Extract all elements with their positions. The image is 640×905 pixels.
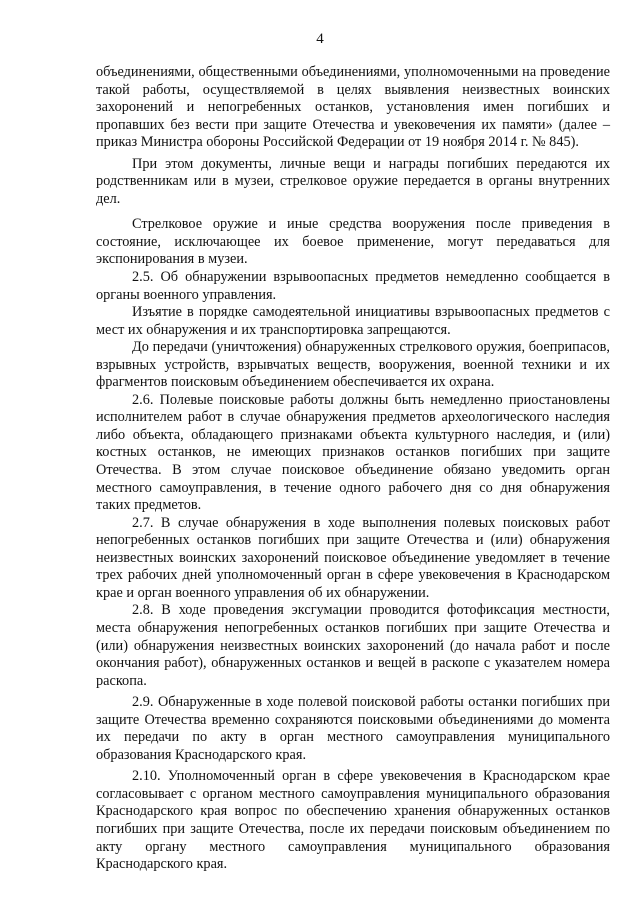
document-body (96, 64, 610, 874)
paragraph-2-9: 2.9. Обнаруженные в ходе полевой поисковой работы останки погибших при защите Отечества временно сохраняются поисковыми объединениями до момента их передачи по акту в орган местного самоуправления муниципального образования Краснодарского края. (96, 694, 610, 763)
paragraph-2-7: 2.7. В случае обнаружения в ходе выполнения полевых поисковых работ непогребенных останков погибших при защите Отечества и (или) обнаружения неизвестных воинских захоронений поисковое объединение уведомляет в течение трех рабочих дней уполномоченный орган в сфере увековечения в Краснодарском крае и орган военного управления об их обнаружении. (96, 514, 610, 601)
page-number: 4 (316, 31, 324, 47)
paragraph-2-5: 2.5. Об обнаружении взрывоопасных предметов немедленно сообщается в органы военного управления. (96, 269, 610, 303)
paragraph-2-10: 2.10. Уполномоченный орган в сфере увековечения в Краснодарском крае согласовывает с органом местного самоуправления муниципального образования Краснодарского края вопрос по обеспечению хранения обнаруженных останков погибших при защите Отечества, после их передачи поисковым объединением по акту органу местного самоуправления муниципального образования Краснодарского края. (96, 768, 610, 873)
paragraph-2-8: 2.8. В ходе проведения эксгумации проводится фотофиксация местности, места обнаружения непогребенных останков погибших при защите Отечества и (или) обнаружения неизвестных воинских захоронений (до начала работ и после окончания работ), обнаруженных останков и вещей в раскопе с указателем номера раскопа. (96, 602, 610, 689)
paragraph-guarding: До передачи (уничтожения) обнаруженных стрелкового оружия, боеприпасов, взрывных устройств, взрывчатых веществ, вооружения, военной техники и их фрагментов поисковым объединением обеспечивается их охрана. (96, 339, 610, 391)
paragraph-2-6: 2.6. Полевые поисковые работы должны быть немедленно приостановлены исполнителем работ в случае обнаружения предметов археологического наследия либо объекта, обладающего признаками объекта культурного наследия, и (или) костных останков, не имеющих признаков останков погибших при защите Отечества. В этом случае поисковое объединение обязано уведомить орган местного самоуправления, в течение одного рабочего дня со дня обнаружения таких предметов. (96, 391, 610, 514)
paragraph-documents-transfer: При этом документы, личные вещи и награды погибших передаются их родственникам или в музеи, стрелковое оружие передается в органы внутренних дел. (96, 155, 610, 207)
paragraph-explosives-ban: Изъятие в порядке самодеятельной инициативы взрывоопасных предметов с мест их обнаружения и их транспортировка запрещаются. (96, 304, 610, 338)
paragraph-continuation: объединениями, общественными объединениями, уполномоченными на проведение такой работы, осуществляемой в целях выявления неизвестных воинских захоронений и непогребенных останков, установления имен погибших и пропавших без вести при защите Отечества и увековечения их памяти» (далее – приказ Министра обороны Российской Федерации от 19 ноября 2014 г. № 845). (96, 64, 610, 151)
paragraph-small-arms: Стрелковое оружие и иные средства вооружения после приведения в состояние, исключающее их боевое применение, могут передаваться для экспонирования в музеи. (96, 216, 610, 268)
